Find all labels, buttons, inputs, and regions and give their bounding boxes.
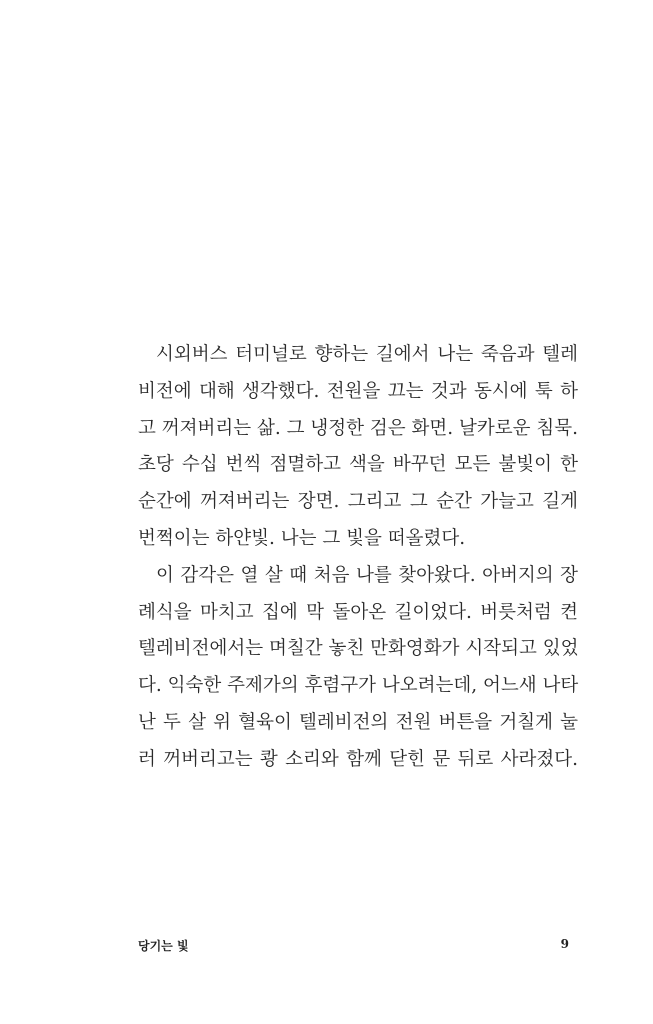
text-line: 텔레비전에서는 며칠간 놓친 만화영화가 시작되고 있었 — [138, 638, 579, 660]
text-line: 난 두 살 위 혈육이 텔레비전의 전원 버튼을 거칠게 눌 — [138, 711, 578, 733]
text-line: 러 꺼버리고는 쾅 소리와 함께 닫힌 문 뒤로 사라졌다. — [138, 748, 578, 770]
text-line: 이 감각은 열 살 때 처음 나를 찾아왔다. 아버지의 장 — [156, 564, 578, 586]
text-line: 순간에 꺼져버리는 장면. 그리고 그 순간 가늘고 길게 — [138, 491, 578, 513]
page-number: 9 — [560, 937, 569, 951]
text-line: 비전에 대해 생각했다. 전원을 끄는 것과 동시에 툭 하 — [138, 380, 578, 402]
text-line: 초당 수십 번씩 점멸하고 색을 바꾸던 모든 불빛이 한 — [138, 454, 578, 476]
text-line: 번쩍이는 하얀빛. 나는 그 빛을 떠올렸다. — [138, 527, 466, 549]
text-line: 시외버스 터미널로 향하는 길에서 나는 죽음과 텔레 — [156, 344, 578, 365]
text-line: 고 꺼져버리는 삶. 그 냉정한 검은 화면. 날카로운 침묵. — [138, 417, 578, 439]
text-line: 례식을 마치고 집에 막 돌아온 길이었다. 버릇처럼 켠 — [138, 601, 578, 623]
text-line: 다. 익숙한 주제가의 후렴구가 나오려는데, 어느새 나타 — [138, 675, 579, 697]
running-title: 당기는 빛 — [138, 939, 189, 953]
body-text — [138, 337, 578, 779]
